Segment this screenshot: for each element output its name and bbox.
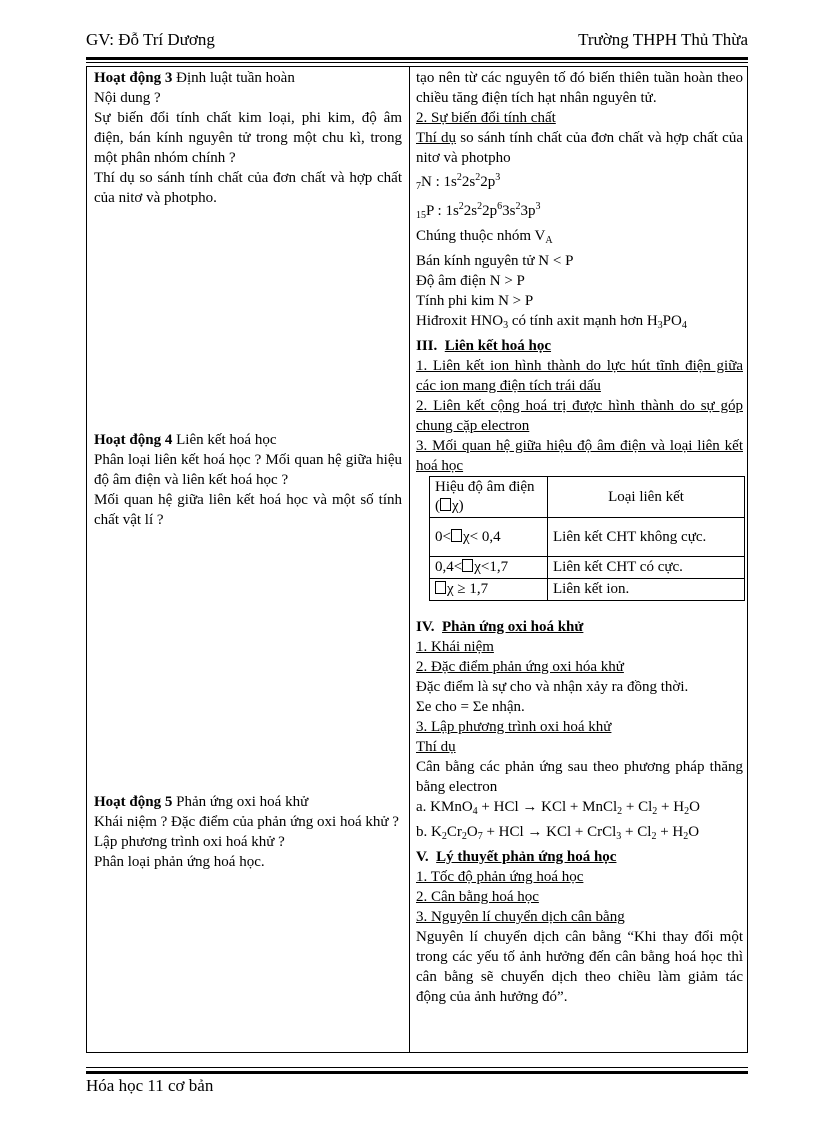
equation-b: b. $K_2Cr_2O_7$ + HCl → KCl + CrCl$_3$ + $Cl_2 + H_2O$ xyxy=(416,824,700,842)
table-cell: Liên kết CHT không cực. xyxy=(548,518,745,557)
radius-line: Bán kính nguyên tử N < P xyxy=(416,253,574,269)
teacher-name: GV: Đỗ Trí Dương xyxy=(86,30,215,49)
section-5-item-2: 2. Cân bằng hoá học xyxy=(416,889,539,905)
activity-5-line: Khái niệm ? Đặc điểm của phản ứng oxi hoá khử ? xyxy=(94,814,399,830)
activity-5-line: Phân loại phản ứng hoá học. xyxy=(94,854,265,870)
school-name: Trường THPH Thủ Thừa xyxy=(578,30,748,49)
table-cell: Liên kết CHT có cực. xyxy=(548,557,745,579)
activity-3-topic: Định luật tuần hoàn xyxy=(172,70,295,86)
section-4-equation: Σe cho = Σe nhận. xyxy=(416,699,525,715)
page-footer: Hóa học 11 cơ bản xyxy=(86,1076,214,1095)
section-5-item-1: 1. Tốc độ phản ứng hoá học xyxy=(416,869,584,885)
section-4-item-3: 3. Lập phương trình oxi hoá khử xyxy=(416,719,612,735)
page-header xyxy=(86,30,748,52)
activity-4-title: Hoạt động 4 xyxy=(94,432,173,448)
activity-3-line: Sự biến đổi tính chất kim loại, phi kim, độ âm điện, bán kính nguyên tử trong một chu kì, trong một phân nhóm chính ? xyxy=(94,110,402,166)
right-column xyxy=(416,68,743,1007)
bond-type-table xyxy=(429,476,745,601)
table-header-row xyxy=(430,477,745,518)
delta-symbol-icon xyxy=(440,498,451,511)
section-4-example-label: Thí dụ xyxy=(416,739,456,755)
section-4-example-text: Cân bằng các phản ứng sau theo phương pháp thăng bằng electron xyxy=(416,759,743,795)
section-5-heading: V. Lý thuyết phản ứng hoá học xyxy=(416,849,617,865)
example-text: so sánh tính chất của đơn chất và hợp chất của nitơ và photpho xyxy=(416,130,743,166)
table-cell: 0,4< χ<1,7 xyxy=(430,557,548,579)
section-3-item-2: 2. Liên kết cộng hoá trị được hình thành do sự góp chung cặp electron xyxy=(416,398,743,434)
activity-3-title: Hoạt động 3 xyxy=(94,70,173,86)
section-4-item-1: 1. Khái niệm xyxy=(416,639,494,655)
footer-rule-thick xyxy=(86,1071,748,1074)
example-label: Thí dụ xyxy=(416,130,457,146)
activity-4-line: Mối quan hệ giữa liên kết hoá học và một số tính chất vật lí ? xyxy=(94,492,402,528)
periodic-law-text: tạo nên từ các nguyên tố đó biến thiên tuần hoàn theo chiều tăng điện tích hạt nhân nguyên tử. xyxy=(416,70,743,106)
section-5-item-3: 3. Nguyên lí chuyển dịch cân bằng xyxy=(416,909,625,925)
activity-3-line: Nội dung ? xyxy=(94,90,161,106)
nitrogen-config: $_7$N : $1s^22s^22p^3$ xyxy=(416,172,501,192)
electronegativity-line: Độ âm điện N > P xyxy=(416,273,525,289)
section-4-text: Đặc điểm là sự cho và nhận xảy ra đồng thời. xyxy=(416,679,689,695)
table-row xyxy=(430,557,745,579)
activity-4-line: Phân loại liên kết hoá học ? Mối quan hệ giữa hiệu độ âm điện và liên kết hoá học ? xyxy=(94,452,402,488)
section-4-heading: IV. Phản ứng oxi hoá khử xyxy=(416,619,584,635)
section-4-item-2: 2. Đặc điểm phản ứng oxi hóa khử xyxy=(416,659,624,675)
delta-symbol-icon xyxy=(451,529,462,542)
table-cell: 0< χ< 0,4 xyxy=(430,518,548,557)
footer-rule-thin xyxy=(86,1067,748,1068)
delta-symbol-icon xyxy=(435,581,446,594)
table-row xyxy=(430,579,745,601)
activity-4 xyxy=(94,430,402,530)
section-3-item-3: 3. Mối quan hệ giữa hiệu độ âm điện và loại liên kết hoá học xyxy=(416,438,743,474)
section-3-heading: III. Liên kết hoá học xyxy=(416,338,552,354)
table-header-cell: Loại liên kết xyxy=(548,477,745,518)
equation-a: a. KMnO$_4$ + HCl → KCl + MnCl$_2$ + $Cl_2 + H_2O$ xyxy=(416,799,700,817)
section-3-item-1: 1. Liên kết ion hình thành do lực hút tĩnh điện giữa các ion mang điện tích trái dấu xyxy=(416,358,743,394)
activity-5-title: Hoạt động 5 xyxy=(94,794,173,810)
section-5-text: Nguyên lí chuyển dịch cân bằng “Khi thay đổi một trong các yếu tố ảnh hưởng đến cân bằng hoá học thì cân bằng sẽ chuyển dịch theo chiều làm giảm tác động của ảnh hưởng đó”. xyxy=(416,929,743,1005)
activity-3 xyxy=(94,68,402,208)
delta-symbol-icon xyxy=(462,559,473,572)
table-cell: Liên kết ion. xyxy=(548,579,745,601)
table-cell: χ ≥ 1,7 xyxy=(430,579,548,601)
phosphorus-config: $_{15}$P : $1s^22s^22p^63s^23p^3$ xyxy=(416,201,541,221)
activity-4-topic: Liên kết hoá học xyxy=(172,432,277,448)
table-header-cell: Hiệu độ âm điện ( χ) xyxy=(430,477,548,518)
header-rule-thick xyxy=(86,57,748,60)
activity-5 xyxy=(94,792,402,872)
nonmetal-line: Tính phi kim N > P xyxy=(416,293,534,309)
header-rule-thin xyxy=(86,62,748,63)
activity-5-topic: Phản ứng oxi hoá khử xyxy=(172,794,309,810)
table-row xyxy=(430,518,745,557)
activity-5-line: Lập phương trình oxi hoá khử ? xyxy=(94,834,285,850)
section-2-title: 2. Sự biến đổi tính chất xyxy=(416,110,556,126)
column-divider xyxy=(409,66,410,1053)
acid-line: Hiđroxit $HNO_3$ có tính axit mạnh hơn $H_3PO_4$ xyxy=(416,313,687,331)
group-line: Chúng thuộc nhóm $V_A$ xyxy=(416,228,553,246)
activity-3-line: Thí dụ so sánh tính chất của đơn chất và hợp chất của nitơ và photpho. xyxy=(94,170,402,206)
